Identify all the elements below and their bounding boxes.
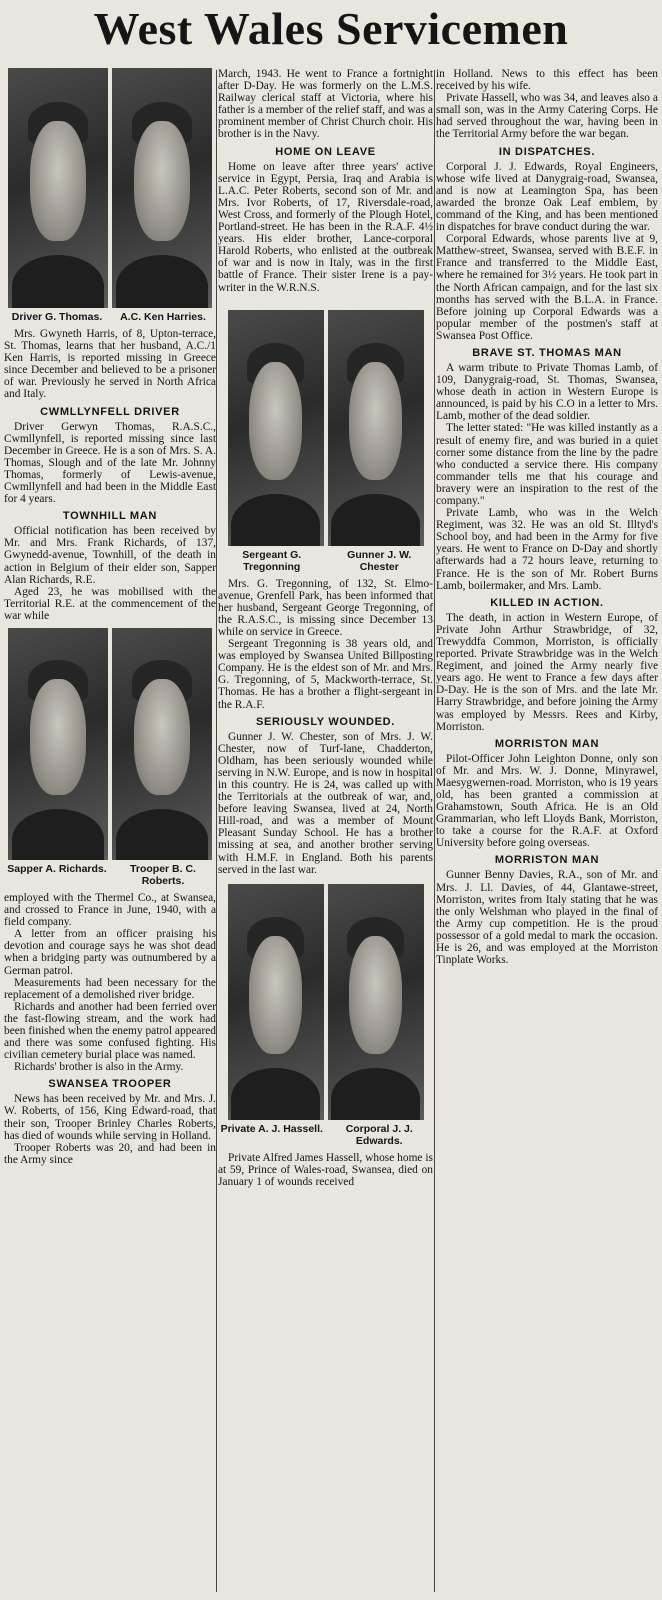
caption-chester: Gunner J. W. Chester [347,548,412,573]
article-paragraph: Mrs. Gwyneth Harris, of 8, Upton-terrace, St. Thomas, learns that her husband, A.C./1 Ken Harris, is reported missing in Greece since December and believed to be a prisoner of war. Previously he served in North Africa and Italy. [4,328,216,401]
article-paragraph: Driver Gerwyn Thomas, R.A.S.C., Cwmllynfell, is reported missing since last December in Greece. He is a son of Mrs. S. A. Thomas, Slough and of the late Mr. Johnny Thomas, formerly of Lewis-avenue, Cwmllynfell and had been in the Middle East for 4 years. [4,420,216,506]
article-paragraph: Pilot-Officer John Leighton Donne, only son of Mr. and Mrs. W. J. Donne, Minyrawel, Maesygwernen-road. Morriston, who is 19 years old, has been granted a commission at Grahamstown, South Africa. He is an Old Grammarian, who left Lloyds Bank, Morriston, to take a course for the R.A.F. at Oxford University before going overseas. [436,752,658,850]
article-paragraph: Gunner Benny Davies, R.A., son of Mr. and Mrs. J. Ll. Davies, of 44, Glantawe-street, Morriston, writes from Italy stating that he was the only Welshman who played in the final of the Army cup competition. He is the proud possessor of a gold medal to mark the occasion. He is 26, and was employed at the Morriston Tinplate Works. [436,869,658,967]
section-heading: IN DISPATCHES. [498,145,596,158]
column-1 [4,68,216,1594]
photo-pair-hassell-edwards [218,884,433,1120]
column-rule [216,70,217,1592]
section-heading: BRAVE ST. THOMAS MAN [472,346,622,359]
section-heading: TOWNHILL MAN [62,510,158,523]
caption-harries: A.C. Ken Harries. [120,311,206,323]
article-paragraph: The letter stated: "He was killed instantly as a result of enemy fire, and was buried in a quiet corner some distance from the line by the padre who conducted a service there. His company commander tells me that his courage and bravery were an inspiration to the rest of the company." [436,422,658,507]
caption-edwards: Corporal J. J. Edwards. [345,1122,413,1147]
article-paragraph: Corporal J. J. Edwards, Royal Engineers, whose wife lived at Danygraig-road, Swansea, and is now at Leamington Spa, has been awarded the bronze Oak Leaf emblem, by command of the King, and has been mentioned in dispatches for brave conduct during the war. [436,160,658,234]
caption-hassell: Private A. J. Hassell. [220,1122,323,1135]
photo-captions [218,1123,433,1147]
caption-tregonning: Sergeant G. Tregonning [242,548,302,573]
column-rule [434,70,435,1592]
photo-trooper-roberts [112,628,212,860]
section-heading: MORRISTON MAN [494,737,600,750]
article-paragraph: March, 1943. He went to France a fortnight after D-Day. He was formerly on the L.M.S. Railway clerical staff at Victoria, where his father is a member of the relief staff, and was a prominent member of Christ Church choir. His brother is in the Navy. [218,68,433,141]
section-heading: CWMLLYNFELL DRIVER [40,405,180,418]
article-paragraph: The death, in action in Western Europe, of Private John Arthur Strawbridge, of 32, Trewyddfa Common, Morriston, is officially reported. Private Strawbridge was in the Welch Regiment, and joined the Army nearly five years ago. He went to France a few days after D-Day. He is the son of Mrs. and the late Mr. Harry Strawbridge, and before joining the Army was employed by Messrs. Rees and Kirby, Morriston. [436,611,658,733]
photo-gunner-chester [328,310,424,546]
article-paragraph: Mrs. G. Tregonning, of 132, St. Elmo-avenue, Grenfell Park, has been informed that her husband, Sergeant George Tregonning, of the R.A.S.C., is missing since December 13 while on service in Greece. [218,577,433,638]
article-paragraph: employed with the Thermel Co., at Swansea, and crossed to France in June, 1940, with a field company. [4,891,216,929]
caption-richards: Sapper A. Richards. [7,862,107,875]
photo-captions [218,549,433,573]
photo-private-hassell [228,884,324,1120]
caption-roberts: Trooper B. C. Roberts. [130,862,196,887]
section-heading: SERIOUSLY WOUNDED. [255,715,396,728]
article-paragraph: A warm tribute to Private Thomas Lamb, of 109, Danygraig-road, St. Thomas, Swansea, whose death in action in Western Europe is announced, is paid by his C.O in a letter to Mrs. Lamb, mother of the dead soldier. [436,361,658,423]
section-heading: MORRISTON MAN [494,854,600,867]
article-paragraph: Measurements had been necessary for the replacement of a demolished river bridge. [4,976,216,1001]
article-paragraph: News has been received by Mr. and Mrs. J. W. Roberts, of 156, King Edward-road, that their son, Trooper Brinley Charles Roberts, has died of wounds while serving in Holland. [4,1093,216,1142]
photo-ac-harries [112,68,212,308]
photo-sergeant-tregonning [228,310,324,546]
article-paragraph: Sergeant Tregonning is 38 years old, and was employed by Swansea United Billposting Company. He is the eldest son of Mr. and Mrs. G. Tregonning, of 5, Mackworth-terrace, St. Thomas. He has a brother a flight-sergeant in the R.A.F. [218,638,433,711]
article-paragraph: Aged 23, he was mobilised with the Territorial R.E. at the commencement of the war while [4,585,216,622]
photo-pair-richards-roberts [4,628,216,860]
article-paragraph: Private Lamb, who was in the Welch Regiment, was 32. He was an old St. Illtyd's School boy, and had been in the Army for five years. He went to France on D-Day and shortly afterwards had a 72 hours leave, returning to France. He is the son of Mr. Robert Burns Lamb, boilermaker, and Mrs. Lamb. [436,507,658,592]
article-paragraph: Gunner J. W. Chester, son of Mrs. J. W. Chester, now of Turf-lane, Chadderton, Oldham, has been seriously wounded while serving in N.W. Europe, and is now in hospital in this country. He is 24, was called up with the Territorials at the outbreak of war, and, before leaving Swansea, lived at 24, North Hill-road, and was a member of Mount Pleasant Sunday School. He has a brother missing at sea, and another brother serving with H.M.F. in England. Both his parents served in the last war. [218,730,433,876]
photo-driver-thomas [8,68,108,308]
photo-pair-thomas-harries [4,68,216,308]
article-paragraph: Private Hassell, who was 34, and leaves also a small son, was in the Army Catering Corps. He had served throughout the war, having been in the Territorial Army before the war began. [436,92,658,141]
column-2 [218,68,433,1594]
article-paragraph: Richards' brother is also in the Army. [14,1061,184,1074]
photo-captions [4,863,216,887]
article-paragraph: in Holland. News to this effect has been received by his wife. [436,68,658,93]
photo-captions [4,311,216,323]
article-paragraph: Private Alfred James Hassell, whose home is at 59, Prince of Wales-road, Swansea, died on January 1 of wounds received [218,1151,433,1188]
photo-corporal-edwards [328,884,424,1120]
column-3 [436,68,658,1594]
article-paragraph: Home on leave after three years' active service in Egypt, Persia, Iraq and Arabia is L.A.C. Peter Roberts, second son of Mr. and Mrs. Ivor Roberts, of 17, Riversdale-road, West Cross, and formerly of the Plough Hotel, Portland-street. He has been in the R.A.F. 4½ years. His elder brother, Lance-corporal Harold Roberts, who enlisted at the outbreak of war and is now in Italy, was in the first battle of France. Their sister Irene is a pay-writer in the W.R.N.S. [218,160,433,294]
section-heading: SWANSEA TROOPER [48,1078,172,1091]
photo-sapper-richards [8,628,108,860]
article-paragraph: Corporal Edwards, whose parents live at 9, Matthew-street, Swansea, served with B.E.F. in France and transferred to the Middle East, where he remained for 3½ years. He took part in the North African campaign, and for the last six months has served with the B.L.A. in France. Before joining up Corporal Edwards was a popular member of the postmen's staff at Swansea Post Office. [436,233,658,342]
article-paragraph: Official notification has been received by Mr. and Mrs. Frank Richards, of 137, Gwynedd-avenue, Townhill, of the death in action in Belgium of their elder son, Sapper Alan Richards, R.E. [4,525,216,586]
section-heading: HOME ON LEAVE [275,145,376,158]
caption-thomas: Driver G. Thomas. [11,311,103,323]
section-heading: KILLED IN ACTION. [490,596,604,609]
article-paragraph: Trooper Roberts was 20, and had been in the Army since [4,1141,216,1166]
masthead-title: West Wales Servicemen [93,3,569,54]
article-paragraph: A letter from an officer praising his devotion and courage says he was shot dead when a bridging party was outnumbered by a German patrol. [4,928,216,977]
article-paragraph: Richards and another had been ferried over the fast-flowing stream, and the work had been finished when the enemy patrol appeared and there was some confused fighting. His civilian cemetery burial place was named. [4,1000,216,1062]
photo-pair-tregonning-chester [218,310,433,546]
